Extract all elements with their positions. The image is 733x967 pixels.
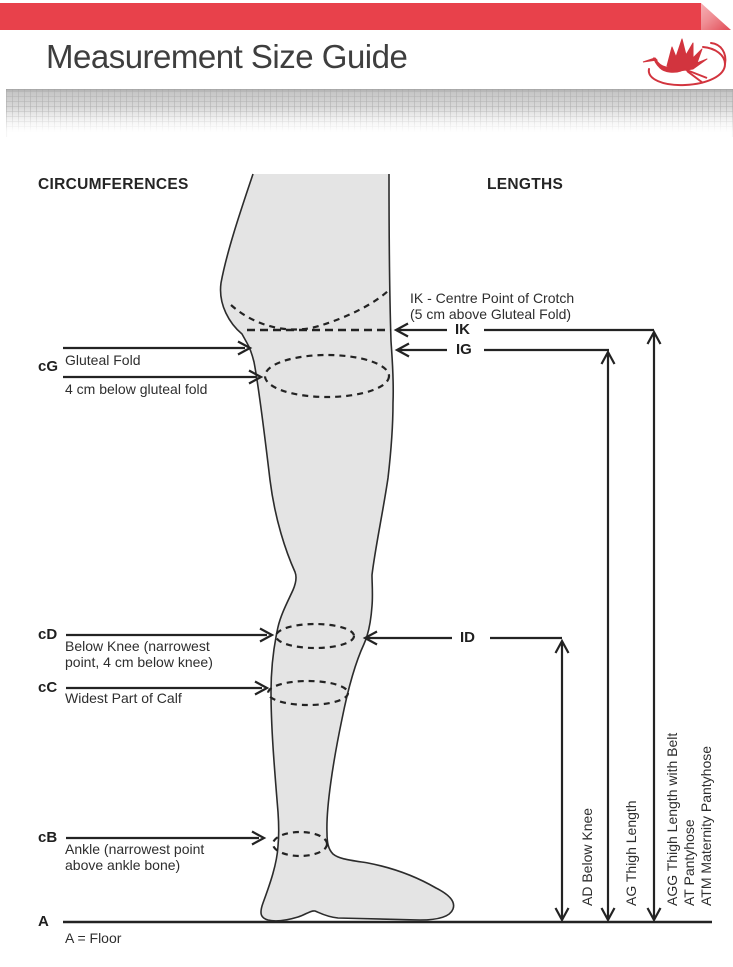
- marker-IG: IG: [456, 341, 472, 358]
- code-cB: cB: [38, 829, 58, 846]
- page-title: Measurement Size Guide: [46, 38, 408, 75]
- crotch-note-line2: (5 cm above Gluteal Fold): [410, 305, 572, 322]
- code-cC: cC: [38, 679, 58, 696]
- code-A: A: [38, 913, 49, 930]
- label-gluteal-fold: Gluteal Fold: [65, 352, 141, 368]
- vlabel-ag-thigh-length: AG Thigh Length: [623, 800, 639, 906]
- circumferences-heading: CIRCUMFERENCES: [38, 176, 189, 193]
- lengths-heading: LENGTHS: [487, 176, 564, 193]
- label-ankle: [65, 842, 204, 873]
- label-below-knee: [65, 639, 213, 670]
- label-floor: A = Floor: [65, 930, 122, 946]
- vlabel-ad-below-knee: AD Below Knee: [579, 807, 595, 906]
- marker-IK: IK: [455, 321, 470, 338]
- label-below-knee-line1: Below Knee (narrowest: [65, 638, 210, 654]
- crotch-note: [410, 291, 574, 322]
- vlabel-agg-thigh-length-with-belt: AGG Thigh Length with Belt: [664, 732, 680, 906]
- marker-ID: ID: [460, 629, 475, 646]
- code-cG: cG: [38, 358, 59, 375]
- code-cD: cD: [38, 626, 58, 643]
- label-widest-calf: Widest Part of Calf: [65, 690, 182, 706]
- leg-silhouette: [221, 174, 454, 921]
- label-ankle-line1: Ankle (narrowest point: [65, 841, 205, 857]
- crotch-note-line1: IK - Centre Point of Crotch: [410, 290, 575, 306]
- label-below-gluteal-fold: 4 cm below gluteal fold: [65, 381, 208, 397]
- label-below-knee-line2: point, 4 cm below knee): [65, 653, 213, 670]
- vlabel-atm-maternity-pantyhose: ATM Maternity Pantyhose: [698, 745, 714, 906]
- label-ankle-line2: above ankle bone): [65, 856, 181, 873]
- vlabel-at-pantyhose: AT Pantyhose: [681, 819, 697, 906]
